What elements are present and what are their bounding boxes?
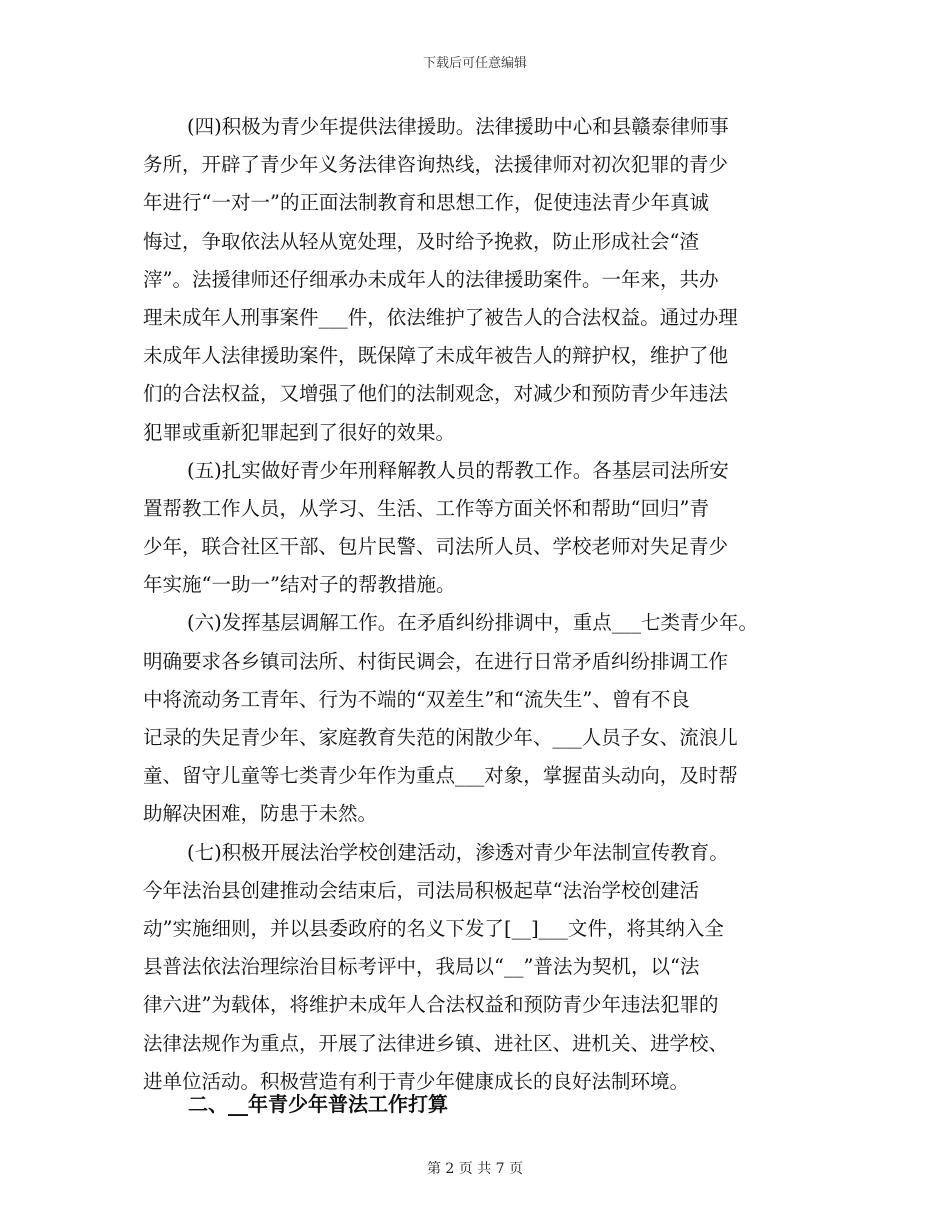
paragraph-line: 未成年人法律援助案件，既保障了未成年被告人的辩护权，维护了他 <box>143 344 729 368</box>
paragraph-line: 童、留守儿童等七类青少年作为重点___对象，掌握苗头动向，及时帮 <box>143 764 738 788</box>
paragraph-line: 少年，联合社区干部、包片民警、司法所人员、学校老师对失足青少 <box>143 535 729 559</box>
paragraph-line: 律六进”为载体，将维护未成年人合法权益和预防青少年违法犯罪的 <box>143 993 719 1017</box>
paragraph-line: 滓”。法援律师还仔细承办未成年人的法律援助案件。一年来，共办 <box>143 267 719 291</box>
paragraph-line: 中将流动务工青年、行为不端的“双差生”和“流失生”、曾有不良 <box>143 687 690 711</box>
paragraph-line: 年实施“一助一”结对子的帮教措施。 <box>143 573 456 597</box>
paragraph-line: 明确要求各乡镇司法所、村街民调会，在进行日常矛盾纠纷排调工作 <box>143 649 729 673</box>
page-footer: 第 2 页 共 7 页 <box>426 1161 524 1177</box>
paragraph-line: 置帮教工作人员，从学习、生活、工作等方面关怀和帮助“回归”青 <box>143 496 709 520</box>
paragraph-line: (五)扎实做好青少年刑释解教人员的帮教工作。各基层司法所安 <box>187 458 729 482</box>
paragraph-line: 记录的失足青少年、家庭教育失范的闲散少年、___人员子女、流浪儿 <box>143 726 738 749</box>
paragraph-line: (四)积极为青少年提供法律援助。法律援助中心和县赣泰律师事 <box>187 115 729 138</box>
page-header: 下载后可任意编辑 <box>422 56 527 71</box>
paragraph-line: 进单位活动。积极营造有利于青少年健康成长的良好法制环境。 <box>143 1069 690 1093</box>
paragraph-line: 们的合法权益，又增强了他们的法制观念，对减少和预防青少年违法 <box>143 382 729 406</box>
paragraph-line: (七)积极开展法治学校创建活动，渗透对青少年法制宣传教育。 <box>187 840 729 864</box>
paragraph-line: 动”实施细则，并以县委政府的名义下发了[__]___文件，将其纳入全 <box>143 916 724 940</box>
paragraph-line: 助解决困难，防患于未然。 <box>143 802 378 826</box>
paragraph-line: 法律法规作为重点，开展了法律进乡镇、进社区、进机关、进学校、 <box>143 1031 729 1055</box>
paragraph-line: 犯罪或重新犯罪起到了很好的效果。 <box>143 420 456 444</box>
paragraph-line: 务所，开辟了青少年义务法律咨询热线，法援律师对初次犯罪的青少 <box>143 153 729 177</box>
paragraph-line: 年进行“一对一”的正面法制教育和思想工作，促使违法青少年真诚 <box>143 191 709 215</box>
section-heading: 二、__年青少年普法工作打算 <box>188 1092 448 1116</box>
paragraph-line: (六)发挥基层调解工作。在矛盾纠纷排调中，重点___七类青少年。 <box>187 611 758 635</box>
paragraph-line: 悔过，争取依法从轻从宽处理，及时给予挽救，防止形成社会“渣 <box>143 229 699 253</box>
document-body <box>143 108 808 1101</box>
paragraph-line: 理未成年人刑事案件___件，依法维护了被告人的合法权益。通过办理 <box>143 305 738 329</box>
paragraph-line: 今年法治县创建推动会结束后，司法局积极起草“法治学校创建活 <box>143 878 699 902</box>
paragraph-line: 县普法依法治理综治目标考评中，我局以“__”普法为契机，以“法 <box>143 955 700 979</box>
